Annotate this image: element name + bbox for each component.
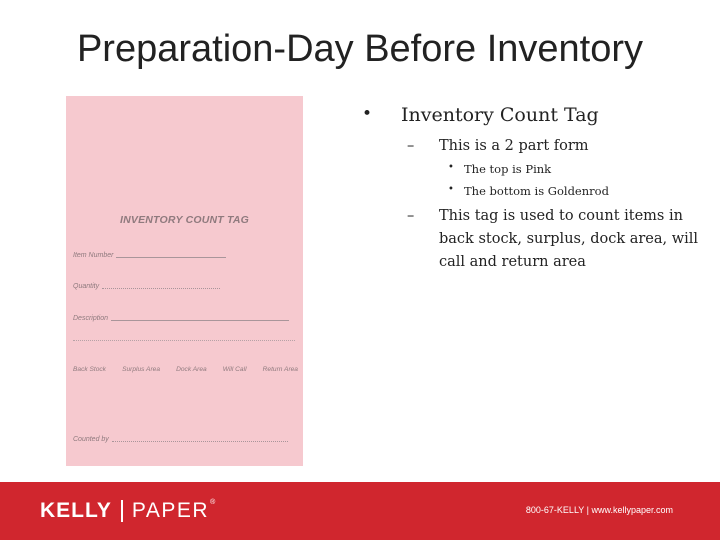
bullet-subsub-text: The top is Pink	[464, 162, 552, 176]
tag-locations	[73, 366, 298, 373]
tag-field-label: Item Number	[73, 252, 114, 259]
bullet-subsub-text: The bottom is Goldenrod	[464, 184, 609, 198]
bullet-sub-text: This is a 2 part form	[439, 138, 589, 154]
tag-field-label: Quantity	[73, 283, 100, 290]
slide-title: Preparation-Day Before Inventory	[76, 28, 644, 70]
tag-field-description	[73, 315, 289, 322]
bullet-icon: •	[448, 162, 454, 173]
bullet-icon: •	[362, 104, 373, 124]
bullet-main-text: Inventory Count Tag	[401, 104, 599, 126]
tag-field-line	[102, 288, 220, 289]
tag-location: Dock Area	[176, 366, 207, 373]
dash-icon: –	[407, 138, 415, 154]
tag-location: Back Stock	[73, 366, 106, 373]
bullet-sub-text: This tag is used to count items in back stock, surplus, dock area, will call and return area	[439, 208, 699, 270]
bullet-icon: •	[448, 184, 454, 195]
tag-field-line	[116, 257, 226, 258]
tag-field-line	[112, 441, 288, 442]
tag-field-item-number	[73, 252, 226, 259]
logo-registered-mark: ®	[210, 499, 217, 506]
tag-location: Will Call	[222, 366, 247, 373]
inventory-count-tag-image	[66, 96, 303, 466]
tag-field-line	[111, 320, 289, 321]
tag-field-counted-by	[73, 436, 288, 443]
logo-divider	[121, 500, 123, 522]
tag-location: Return Area	[262, 366, 298, 373]
footer-contact: 800-67-KELLY | www.kellypaper.com	[525, 505, 673, 515]
tag-field-quantity	[73, 283, 220, 290]
footer-bar	[0, 482, 720, 540]
logo-paper: PAPER	[131, 499, 210, 522]
tag-blank-line	[73, 340, 295, 341]
dash-icon: –	[407, 208, 415, 224]
kelly-paper-logo	[40, 499, 216, 523]
tag-location: Surplus Area	[122, 366, 160, 373]
tag-title: INVENTORY COUNT TAG	[119, 214, 250, 226]
tag-field-label: Description	[73, 315, 109, 322]
tag-field-label: Counted by	[73, 436, 109, 443]
logo-kelly: KELLY	[40, 499, 112, 522]
